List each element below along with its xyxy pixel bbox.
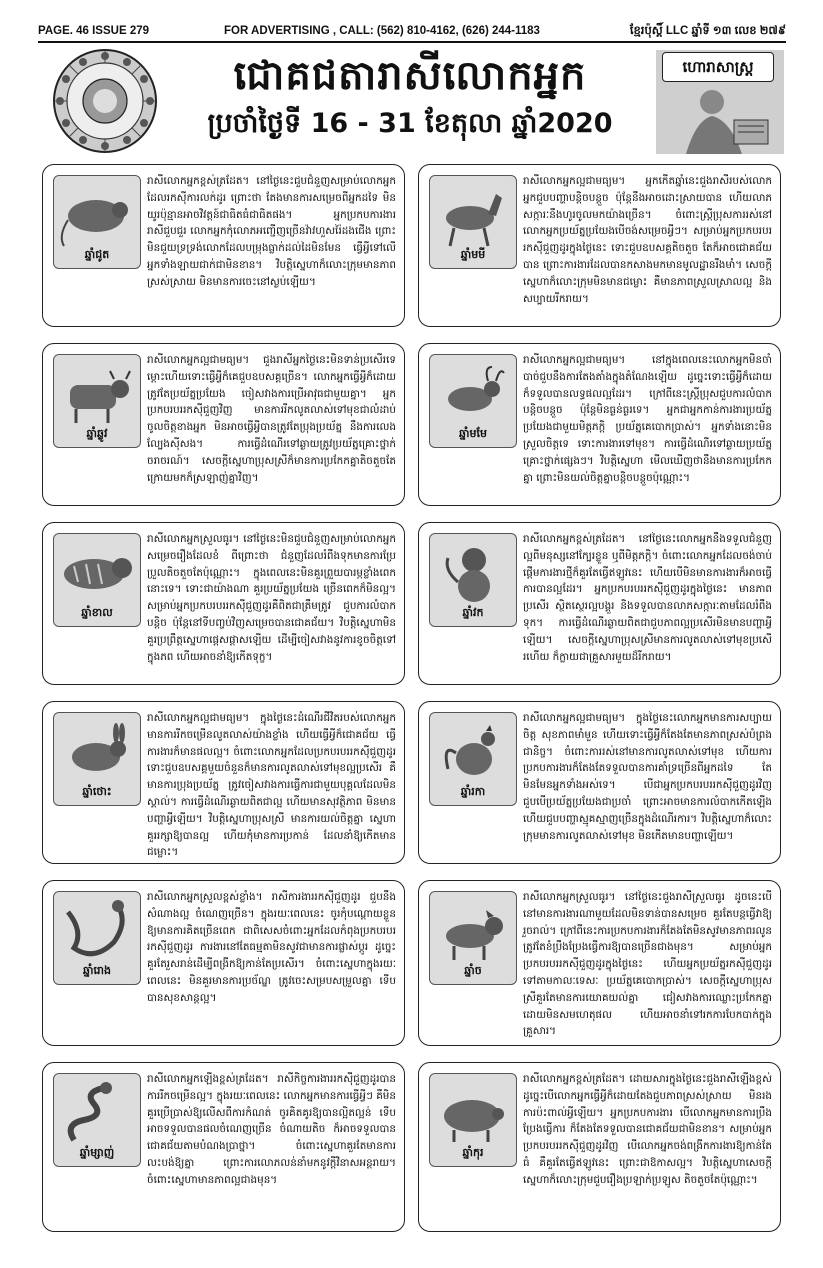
sign-forecast-text: រាសីលោកអ្នកស្រួលខ្ពស់ខ្លាំង។ រាសីការងាររកស៊ីជួញដូរ ជួបនឹងសំណាងល្អ ចំណេញច្រើន។ ក្នុងរយៈពេលនេះ ចូរកុំបណ្តោយខ្លួនឱ្យមានការគិតច្រើនពេក ជាពិសេសចំពោះអ្នកដែលកំពុងប្រកបរបររកស៊ីជួញដូរ ការងារនៅតែធម្មតាមិនសូវជាមានការផ្លាស់ប្តូរ ដូច្នេះគួរតែរួសរាន់ដើម្បីពង្រីកឱ្យកាន់តែប្រសើរ។ ចំពោះស្នេហាក្នុងរយៈពេលនេះ មិនគួរមានការប្រច័ណ្ឌ ត្រូវចេះសម្របសម្រួលគ្នា ទើបបានសុខសាន្តល្អ។ <box>147 891 396 1004</box>
horse-icon <box>429 175 517 269</box>
sign-forecast-text: រាសីលោកអ្នកខ្ពស់ត្រដែត។ ដោយសារក្នុងថ្ងៃនេះជួងរាសីឡើងខ្ពស់ ដូច្នេះបើលោកអ្នកធ្វើអ្វីក៏ដោយតែងជួបភាពស្រស់ស្រាយ មិនរងការប៉ះពាល់អ្វីឡើយ។ អ្នកប្រកបការងារ បើលោកអ្នកមានការប្រឹងប្រែងធ្វើការ ក៏តែងតែទទួលបានជោគជ័យជាមិនខាន។ សម្រាប់អ្នកប្រកបរបររកស៊ីជួញដូរវិញ បើលោកអ្នកចង់ពង្រីកការងារឱ្យកាន់តែធំ គឺគួរតែធ្វើឥឡូវនេះ ព្រោះជាឱកាសល្អ។ វិបត្តិស្នេហាសេចក្តីស្នេហាក៏លោះក្រុមជួបរឿងប្រឡាក់ប្រឡូស តិចតួចតែប៉ុណ្ណោះ។ <box>523 1073 772 1186</box>
horoscope-label: ហោរាសាស្ត្រ <box>662 52 774 82</box>
page-issue-label: PAGE. 46 ISSUE 279 <box>38 25 150 37</box>
sign-forecast-text: រាសីលោកអ្នកឡើងខ្ពស់ត្រដែត។ រាសីកិច្ចការងាររកស៊ីជួញដូរបានការរីកចម្រើនល្អ។ ក្នុងរយៈពេលនេះ លោកអ្នកមានការធ្វើអ្វីៗ គឺមិនគួរប្រើប្រាស់ឱ្យលើសពីការកំណត់ ចូរគិតគូរឱ្យបានល្អិតល្អន់ ទើបអាចទទួលបានផលចំណេញច្រើន ចំណាយតិច ក៏អាចទទួលបានជោគជ័យតាមបំណងប្រាថ្នា។ ចំពោះស្នេហាគួរតែមានការលះបង់ឱ្យគ្នា ព្រោះការលោភលន់នាំមកនូវក្តីវិនាសអន្តរាយ។ ចំពោះស្នេហាមានភាពល្អជាងមុន។ <box>147 1073 396 1186</box>
sign-box-tiger <box>42 522 405 685</box>
publication-info: ខ្មែរប៉ុស្តិ៍ LLC ឆ្នាំទី ១៣ លេខ ២៧៩ <box>629 24 786 37</box>
sign-forecast-text: រាសីលោកអ្នកល្អជាមធ្យម។ ក្នុងថ្ងៃនេះលោកអ្នកមានការសប្បាយចិត្ត សុខភាពមាំមួន ហើយទោះធ្វើអ្វីក៏តែងតែមានភាពស្រស់បំព្រងជានិច្ច។ ចំពោះការរស់នៅមានការលូតលាស់ទៅមុខ ហើយការប្រកបការងារក៏តែងតែទទួលបានការគាំទ្រច្រើនពីអ្នកដទៃ តែមិនមែនអ្នកទាំងអស់ទេ។ បើជាអ្នកប្រកបរបររកស៊ីជួញដូរវិញ ជួបបើប្រយ័ត្នប្រយែងជាប្រចាំ ព្រោះអាចមានការលំបាកកើតឡើង ហើយជួបបញ្ហាស្មុគស្មាញច្រើនក្នុងដំណើរការ។ វិបត្តិស្នេហាក៏លោះក្រុមមានការលូតលាស់ទៅមុខ មិនកើតមានបញ្ហាឡើយ។ <box>523 712 772 842</box>
rooster-icon <box>429 712 517 806</box>
astrologer-badge <box>656 50 784 154</box>
sign-box-ox <box>42 343 405 506</box>
header-rule <box>38 41 786 43</box>
sign-label: ឆ្នាំម្សាញ់ <box>79 1146 115 1159</box>
dragon-icon <box>53 891 141 985</box>
sign-label: ឆ្នាំវក <box>462 606 484 619</box>
rabbit-icon <box>53 712 141 806</box>
sign-box-dragon <box>42 880 405 1046</box>
tiger-icon <box>53 533 141 627</box>
advertising-contact: FOR ADVERTISING , CALL: (562) 810-4162, (626) 244-1183 <box>224 25 540 37</box>
sign-forecast-text: រាសីលោកអ្នកខ្ពស់ត្រដែត។ នៅថ្ងៃនេះជួបជំនួញសម្រាប់លោកអ្នកដែលរកស៊ីការលក់ដូរ ព្រោះថា តែងមានការសម្រេចពីអ្នកដទៃ មិនយូរប៉ុន្មានអាចវិវត្តន៍ជាធិតធំជាធិតផង។ អ្នកប្រកបការងារ រាសីជួបជួរ លោកអ្នកកុំលោភអញ្ជើញច្រើនវ៉ាវហួសរ៉ៃដងជើង ព្រោះមិនជួយទ្រទ្រង់លោកដែលបម្រុងធ្លាក់ដល់ដៃមិនមែន ធ្វើអ្វីទៅលើអ្នកទាំងឡាយជាក់ជាមិនខាន។ វិបត្តិស្នេហាក៏លោះក្រុមមានភាពស្រស់ស្រាយ មិនមានការចេះនៅស្ងប់ឡើយ។ <box>147 175 396 288</box>
monkey-icon <box>429 533 517 627</box>
sign-label: ឆ្នាំមមែ <box>459 427 487 440</box>
sign-box-rat <box>42 164 405 327</box>
sign-box-horse <box>418 164 781 327</box>
sign-label: ឆ្នាំកុរ <box>462 1146 484 1159</box>
sign-label: ឆ្នាំខាល <box>81 606 113 619</box>
sign-label: ឆ្នាំរកា <box>460 785 486 798</box>
sign-label: ឆ្នាំជូត <box>84 248 110 261</box>
sign-forecast-text: រាសីលោកអ្នកស្រួលធូរ។ នៅថ្ងៃនេះមិនជួបជំនួញសម្រាប់លោកអ្នកសម្រេចរឿងដែលខំ ពីព្រោះថា ជំនួញដែលរំពឹងទុកមានការប្រែប្រួលតិចតួចតែប៉ុណ្ណោះ។ ក្នុងពេលនេះមិនគួរព្រួយបារម្ភខ្លាំងពេកនោះទេ។ ទោះជាយ៉ាងណា គួរប្រយ័ត្នប្រយែង ច្រើនពេកក៏មិនល្អ។ សម្រាប់អ្នកប្រកបរបររកស៊ីជួញដូរគឺពិតជាត្រឹមត្រូវ ជួបការលំបាកបន្តិច ប៉ុន្តែនៅទីបញ្ចប់វិញសម្រេចបានជោគជ័យ។ វិបត្តិស្នេហាមិនគួរប្រព្រឹត្តស្នេហាផ្តេសផ្តាសឡើយ ដើម្បីចៀសវាងនូវការខូចចិត្តទៅក្នុងភព ហើយអាចនាំឱ្យកើតទុក្ខ។ <box>147 533 396 663</box>
sign-box-dog <box>418 880 781 1046</box>
page-title: ជោគជតារាសីលោកអ្នក <box>233 53 587 99</box>
ox-icon <box>53 354 141 448</box>
rat-icon <box>53 175 141 269</box>
dog-icon <box>429 891 517 985</box>
sign-forecast-text: រាសីលោកអ្នកល្អជាមធ្យម។ ក្នុងថ្ងៃនេះដំណើរជីវិតរបស់លោកអ្នកមានការរីកចម្រើនលូតលាស់យ៉ាងខ្លាំង ហើយធ្វើអ្វីក៏ជោគជ័យ ធ្វើការងារក៏មានផលល្អ។ ចំពោះលោកអ្នកដែលប្រកបរបររកស៊ីជួញដូរ ទោះជួបឧបសគ្គមួយចំនួនក៏មានការលូតលាស់ទៅមុខល្អប្រសើរ គឺមានការប្រុងប្រយ័ត្ន ត្រូវចៀសវាងការធ្វើការជាមួយបុគ្គលដែលមិនស្គាល់។ ការធ្វើដំណើរឆ្ងាយពិតជាល្អ ហើយមានសុវត្ថិភាព មិនមានបញ្ហាអ្វីឡើយ។ វិបត្តិស្នេហាប្រុសស្រី មានការយល់ចិត្តគ្នា ស្នេហាគួររក្សាឱ្យបានល្អ ហើយកុំមានការប្រកាន់ ដែលនាំឱ្យកើតមានជម្លោះ។ <box>147 712 396 859</box>
sign-forecast-text: រាសីលោកអ្នកល្អជាមធ្យម។ ជួងរាសីអ្នកថ្ងៃនេះមិនទាន់ប្រសើរទេ ម្តោះហើយទោះធ្វើអ្វីក៏គេជួបឧបសគ្គច្រើន។ លោកអ្នកធ្វើអ្វីក៏ដោយត្រូវតែប្រយ័ត្នប្រយែង ចៀសវាងការប្រើអាវុធជាមួយគ្នា។ អ្នកប្រកបរបររកស៊ីជួញវិញ មានការរីកលូតលាស់ទៅមុខជាលំដាប់ ចូលចិត្តខាងអ្នក មិនអាចធ្វើអ្វីបានត្រូវតែប្រុងប្រយ័ត្ន នឹងការលេងល្បែងស៊ីសង។ ការធ្វើដំណើរទៅឆ្ងាយត្រូវប្រយ័ត្នគ្រោះថ្នាក់ចរាចរណ៍។ សេចក្តីស្នេហាប្រុសស្រីក៏មានការប្រកែកគ្នាតិចតួចតែក្រោយមកក៏ស្រឡាញ់គ្នាវិញ។ <box>147 354 396 484</box>
snake-icon <box>53 1073 141 1167</box>
sign-forecast-text: រាសីលោកអ្នកខ្ពស់ត្រដែត។ នៅថ្ងៃនេះលោកអ្នកនឹងទទួលជំនួញល្អពីមនុស្សនៅក្បែរខ្លួន ឬពីមិត្តភក្តិ។ ចំពោះលោកអ្នកដែលចង់ចាប់ផ្តើមការងារថ្មីក៏គួរតែធ្វើឥឡូវនេះ ហើយបើមិនមានការងារក៏អាចធ្វើការបានល្អដែរ។ អ្នកប្រកបរបររកស៊ីជួញដូរក្នុងថ្ងៃនេះ មានភាពប្រសើរ ស្ថិតស្ថេរល្អបង្គួរ និងទទួលបានលាភសក្ការៈតាមដែលរំពឹងទុក។ ការធ្វើដំណើរឆ្ងាយពិតជាជួបភាពល្អប្រសើរមិនមានបញ្ហាអ្វីឡើយ។ សេចក្តីស្នេហាប្រុសស្រីមានការលូតលាស់ទៅមុខប្រសើរហើយ ក៏ក្លាយជាគ្រួសារមួយដ៏រីករាយ។ <box>523 533 772 663</box>
sign-box-monkey <box>418 522 781 685</box>
sign-label: ឆ្នាំមមី <box>460 248 486 261</box>
page-header <box>38 20 786 42</box>
page-subtitle-date-range: ប្រចាំថ្ងៃទី 16 - 31 ខែតុលា ឆ្នាំ2020 <box>207 108 613 139</box>
sign-box-goat <box>418 343 781 506</box>
sign-box-snake <box>42 1062 405 1232</box>
sign-forecast-text: រាសីលោកអ្នកល្អជាមធ្យម។ អ្នកកើតឆ្នាំនេះជួងរាសីរបស់លោកអ្នកជួបបញ្ហាបន្តិចបន្តួច ប៉ុន្តែនឹងអាចដោះស្រាយបាន ហើយលាភសក្ការៈនឹងហូរចូលមកយ៉ាងច្រើន។ ចំពោះស្ត្រីប្រុសការរស់នៅលោកអ្នកប្រយ័ត្នប្រយែងបើចង់សម្រេចអ្វីៗ។ សម្រាប់អ្នកប្រកបរបររកស៊ីជួញដូរក្នុងថ្ងៃនេះ ទោះជួបឧបសគ្គតិចតួច តែក៏អាចជោគជ័យបាន ព្រោះការងារដែលបានកសាងមកមានមូលដ្ឋានរឹងមាំ។ សេចក្តីស្នេហាក៏លោះក្រុមមិនមានជម្លោះ គឺមានភាពស្រួលស្រាលល្អ និងសប្បាយរីករាយ។ <box>523 175 772 305</box>
pig-icon <box>429 1073 517 1167</box>
sign-label: ឆ្នាំឆ្លូវ <box>86 427 108 440</box>
goat-icon <box>429 354 517 448</box>
sign-box-pig <box>418 1062 781 1232</box>
sign-box-rooster <box>418 701 781 864</box>
sign-forecast-text: រាសីលោកអ្នកល្អជាមធ្យម។ នៅក្នុងពេលនេះលោកអ្នកមិនចាំបាច់ជួបនឹងការតែងតាំងក្នុងតំណែងឡើយ ដូច្នេះទោះធ្វើអ្វីក៏ដោយ ក៏ទទួលបានលទ្ធផលល្អដែរ។ ក្រៅពីនេះស្ត្រីប្រុសជួបការលំបាកបន្តិចបន្តួច ប៉ុន្តែមិនធ្ងន់ធ្ងរទេ។ អ្នកជាអ្នកកាន់ការងារប្រយ័ត្នប្រយែងជាមួយមិត្តភក្តិ ប្រយ័ត្នគេបោកប្រាស់។ អ្នកទាំងនោះមិនស្រួលចិត្តទេ ទោះការងារទៅមុខ។ ការធ្វើដំណើរទៅឆ្ងាយប្រយ័ត្នគ្រោះថ្នាក់ផ្សេងៗ។ វិបត្តិស្នេហា មើលឃើញថានឹងមានការប្រកែកគ្នា ព្រោះមិនយល់ចិត្តគ្នាបន្តិចបន្តួចប៉ុណ្ណោះ។ <box>523 354 772 484</box>
sign-forecast-text: រាសីលោកអ្នកស្រួលធូរ។ នៅថ្ងៃនេះជួងរាសីស្រួលធូរ ដូចនេះបើនៅមានការងារណាមួយដែលមិនទាន់បានសម្រេច គួរតែបន្តធ្វើវាឱ្យរួចរាល់។ ក្រៅពីនេះការប្រកបការងារក៏តែងតែមិនសូវមានភាពរលូន ត្រូវតែខំប្រឹងប្រែងធ្វើការឱ្យបានច្រើនជាងមុន។ សម្រាប់អ្នកប្រកបរបររកស៊ីជួញដូរក្នុងថ្ងៃនេះ ហើយអ្នកប្រយ័ត្នរកស៊ីជួញដូរទៅតាមកាលៈទេសៈ ប្រយ័ត្នគេបោកប្រាស់។ សេចក្តីស្នេហាប្រុសស្រីគួរតែមានការយោគយល់គ្នា ជៀសវាងការឈ្លោះប្រកែកគ្នាដោយមិនសមហេតុផល ហើយអាចនាំទៅរកការបែកបាក់ក្នុងគ្រួសារ។ <box>523 891 772 1038</box>
sign-label: ឆ្នាំរោង <box>83 964 111 977</box>
sign-box-rabbit <box>42 701 405 864</box>
zodiac-wheel-icon <box>52 48 158 154</box>
sign-label: ឆ្នាំថោះ <box>82 785 112 798</box>
sign-label: ឆ្នាំច <box>464 964 482 977</box>
